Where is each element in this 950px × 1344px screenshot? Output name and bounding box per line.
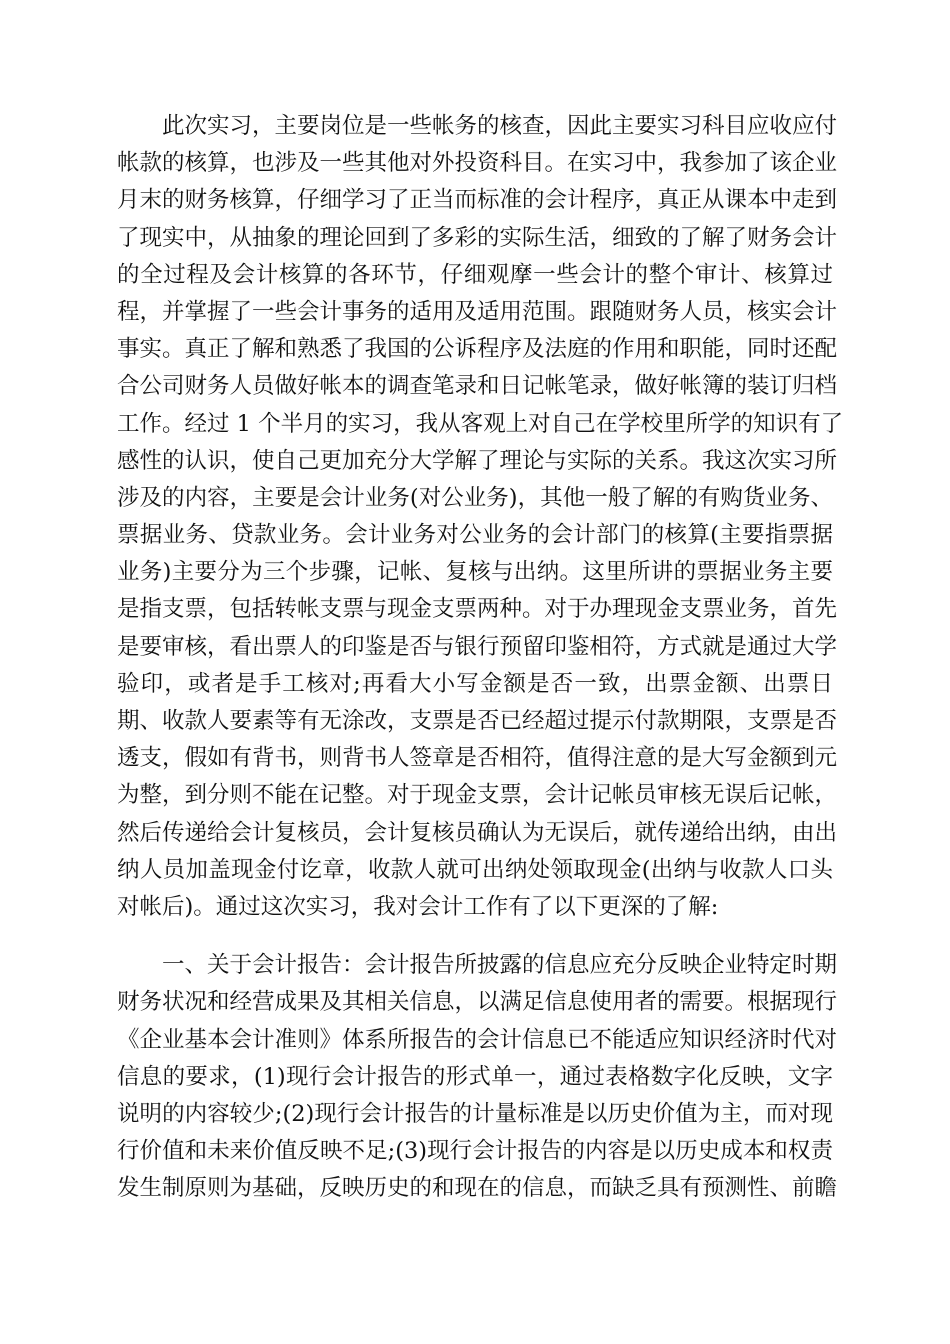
- text-line: 事实。真正了解和熟悉了我国的公诉程序及法庭的作用和职能，同时还配: [117, 336, 838, 363]
- text-line: 工作。经过 1 个半月的实习，我从客观上对自己在学校里所学的知识有了: [117, 410, 844, 437]
- text-line: 行价值和未来价值反映不足;(3)现行会计报告的内容是以历史成本和权责: [117, 1138, 833, 1165]
- text-line: 为整，到分则不能在记整。对于现金支票，会计记帐员审核无误后记帐，: [117, 782, 838, 809]
- text-line: 票据业务、贷款业务。会计业务对公业务的会计部门的核算(主要指票据: [117, 522, 833, 549]
- paragraph-accounting-report: [117, 947, 838, 1207]
- text-line: 信息的要求，(1)现行会计报告的形式单一，通过表格数字化反映，文字: [117, 1063, 833, 1090]
- text-line: 感性的认识，使自己更加充分大学解了理论与实际的关系。我这次实习所: [117, 447, 838, 474]
- text-line: 帐款的核算，也涉及一些其他对外投资科目。在实习中，我参加了该企业: [117, 150, 838, 177]
- document-page: [117, 108, 844, 1207]
- text-line: 是要审核，看出票人的印鉴是否与银行预留印鉴相符，方式就是通过大学: [117, 633, 838, 660]
- text-line: 合公司财务人员做好帐本的调查笔录和日记帐笔录，做好帐簿的装订归档: [117, 373, 838, 400]
- text-line: 纳人员加盖现金付讫章，收款人就可出纳处领取现金(出纳与收款人口头: [117, 856, 833, 883]
- text-line: 对帐后)。通过这次实习，我对会计工作有了以下更深的了解:: [117, 893, 719, 920]
- text-line: 财务状况和经营成果及其相关信息，以满足信息使用者的需要。根据现行: [117, 989, 838, 1016]
- text-line: 发生制原则为基础，反映历史的和现在的信息，而缺乏具有预测性、前瞻: [117, 1175, 838, 1202]
- paragraph-internship-summary: [117, 108, 844, 926]
- text-line: 验印，或者是手工核对;再看大小写金额是否一致，出票金额、出票日: [117, 670, 833, 697]
- text-line: 月末的财务核算，仔细学习了正当而标准的会计程序，真正从课本中走到: [117, 187, 838, 214]
- text-line: 此次实习，主要岗位是一些帐务的核查，因此主要实习科目应收应付: [162, 113, 838, 139]
- text-line: 一、关于会计报告：会计报告所披露的信息应充分反映企业特定时期: [162, 952, 838, 979]
- text-line: 然后传递给会计复核员，会计复核员确认为无误后，就传递给出纳，由出: [117, 819, 838, 846]
- text-line: 程，并掌握了一些会计事务的适用及适用范围。跟随财务人员，核实会计: [117, 298, 838, 325]
- paragraph-gap: [117, 926, 833, 947]
- text-line: 《企业基本会计准则》体系所报告的会计信息已不能适应知识经济时代对: [117, 1026, 838, 1053]
- text-line: 业务)主要分为三个步骤，记帐、复核与出纳。这里所讲的票据业务主要: [117, 559, 833, 586]
- text-line: 涉及的内容，主要是会计业务(对公业务)，其他一般了解的有购货业务、: [117, 484, 833, 511]
- text-line: 透支，假如有背书，则背书人签章是否相符，值得注意的是大写金额到元: [117, 745, 838, 772]
- text-line: 说明的内容较少;(2)现行会计报告的计量标准是以历史价值为主，而对现: [117, 1100, 833, 1127]
- text-line: 了现实中，从抽象的理论回到了多彩的实际生活，细致的了解了财务会计: [117, 224, 838, 251]
- text-line: 的全过程及会计核算的各环节，仔细观摩一些会计的整个审计、核算过: [117, 261, 833, 288]
- text-line: 是指支票，包括转帐支票与现金支票两种。对于办理现金支票业务，首先: [117, 596, 838, 623]
- text-line: 期、收款人要素等有无涂改，支票是否已经超过提示付款期限，支票是否: [117, 708, 838, 734]
